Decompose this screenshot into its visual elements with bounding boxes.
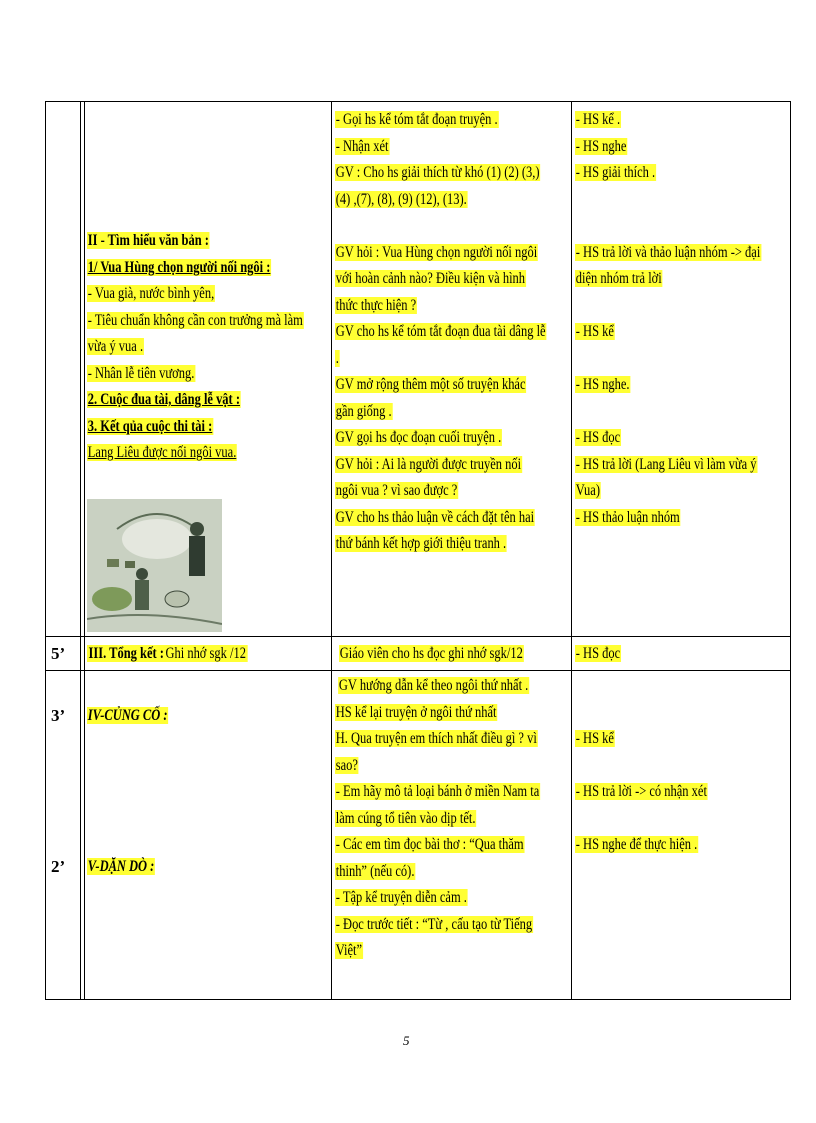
- text-line: Lang Liêu được nối ngôi vua.: [87, 444, 237, 461]
- text-line: GV hướng dẫn kể theo ngôi thứ nhất .: [338, 677, 529, 694]
- text-line: GV mở rộng thêm một số truyện khác: [335, 376, 526, 393]
- text-line: [338, 217, 340, 234]
- text-line: GV gọi hs đọc đoạn cuối truyện .: [335, 429, 502, 446]
- text-line: - Nhận xét: [335, 137, 389, 155]
- text-line: - HS thảo luận nhóm: [575, 508, 680, 526]
- text-line: - Em hãy mô tả loại bánh ở miền Nam ta: [335, 783, 540, 800]
- text-line: Giáo viên cho hs đọc ghi nhớ sgk/12: [339, 645, 523, 662]
- text-line: - HS nghe: [575, 137, 627, 155]
- text-line: sao?: [335, 756, 358, 774]
- text-line: Ghi nhớ sgk /12: [165, 645, 246, 662]
- text-line: thinh” (nếu có).: [335, 862, 415, 880]
- text-line: vừa ý vua .: [87, 338, 144, 355]
- text-line: - HS kể .: [575, 111, 621, 128]
- text-line: gần giống .: [335, 402, 392, 420]
- text-line: - HS trả lời và thảo luận nhóm -> đại: [575, 243, 761, 261]
- page-number: 5: [403, 1033, 410, 1048]
- text-line: - HS nghe để thực hiện .: [575, 836, 698, 853]
- text-line: - Các em tìm đọc bài thơ : “Qua thăm: [335, 836, 524, 853]
- subheading-3: 3. Kết qủa cuộc thi tài :: [87, 417, 213, 435]
- time-label: 3’: [51, 706, 66, 725]
- homework-heading: V-DẶN DÒ :: [87, 858, 155, 875]
- text-line: H. Qua truyện em thích nhất điều gì ? vì: [335, 730, 537, 747]
- text-line: - HS giải thích .: [575, 164, 656, 181]
- text-line: - Tiêu chuẩn không cần con trưởng mà làm: [87, 311, 303, 329]
- row3-student-col: [575, 726, 708, 859]
- text-line: GV cho hs thảo luận về cách đặt tên hai: [335, 508, 535, 526]
- text-line: GV hỏi : Ai là người được truyền nối: [335, 455, 522, 473]
- text-line: - HS đọc: [575, 429, 621, 446]
- row1-content-col: [87, 228, 304, 467]
- subheading-2: 2. Cuộc đua tài, dâng lễ vật :: [87, 391, 240, 408]
- text-line: ngôi vua ? vì sao được ?: [335, 482, 458, 499]
- text-line: - HS trả lời (Lang Liêu vì làm vừa ý: [575, 455, 757, 473]
- text-line: - HS đọc: [575, 645, 621, 662]
- subheading-1: 1/ Vua Hùng chọn người nối ngôi :: [87, 258, 271, 276]
- text-line: diện nhóm trả lời: [575, 270, 662, 287]
- row1-student-col: [575, 107, 761, 531]
- row3-heading-1: [87, 703, 168, 730]
- row2-teacher-col: [339, 641, 524, 668]
- text-line: với hoàn cảnh nào? Điều kiện và hình: [335, 270, 526, 287]
- text-line: - HS kể: [575, 323, 614, 340]
- row2-content-col: [87, 641, 247, 668]
- text-line: HS kể lại truyện ở ngôi thứ nhất: [335, 703, 497, 721]
- summary-heading: III. Tổng kết :: [88, 645, 164, 662]
- text-line: (4) ,(7), (8), (9) (12), (13).: [335, 190, 467, 208]
- text-line: làm cúng tổ tiên vào dịp tết.: [335, 809, 476, 827]
- text-line: - Gọi hs kể tóm tắt đoạn truyện .: [335, 111, 498, 128]
- row1-teacher-col: [335, 107, 546, 558]
- text-line: - Vua già, nước bình yên,: [87, 285, 215, 302]
- text-line: Vua): [575, 482, 600, 499]
- text-line: thứ bánh kết hợp giới thiệu tranh .: [335, 535, 507, 552]
- text-line: - Đọc trước tiết : “Từ , cấu tạo từ Tiếng: [335, 915, 533, 933]
- illustration-image: [87, 499, 222, 632]
- text-line: GV cho hs kể tóm tắt đoạn đua tài dâng lễ: [335, 323, 546, 340]
- text-line: - Nhân lễ tiên vương.: [87, 364, 195, 382]
- text-line: - HS kể: [575, 730, 614, 747]
- text-line: Việt”: [335, 942, 363, 959]
- time-label: 5’: [51, 644, 66, 663]
- text-line: GV hỏi : Vua Hùng chọn người nối ngôi: [335, 243, 538, 261]
- text-line: - HS nghe.: [575, 376, 630, 393]
- time-label: 2’: [51, 857, 66, 876]
- text-line: thức thực hiện ?: [335, 296, 417, 314]
- review-heading: IV-CỦNG CỐ :: [87, 707, 168, 724]
- text-line: - HS trả lời -> có nhận xét: [575, 783, 707, 800]
- row2-student-col: [575, 641, 621, 668]
- text-line: GV : Cho hs giải thích từ khó (1) (2) (3,): [335, 164, 540, 181]
- row3-teacher-col: [335, 673, 540, 965]
- section-heading: II - Tìm hiểu văn bản :: [87, 232, 209, 249]
- row3-heading-2: [87, 854, 155, 881]
- text-line: - Tập kể truyện diễn cảm .: [335, 889, 467, 906]
- text-line: .: [335, 349, 339, 367]
- lesson-table: [45, 101, 791, 1000]
